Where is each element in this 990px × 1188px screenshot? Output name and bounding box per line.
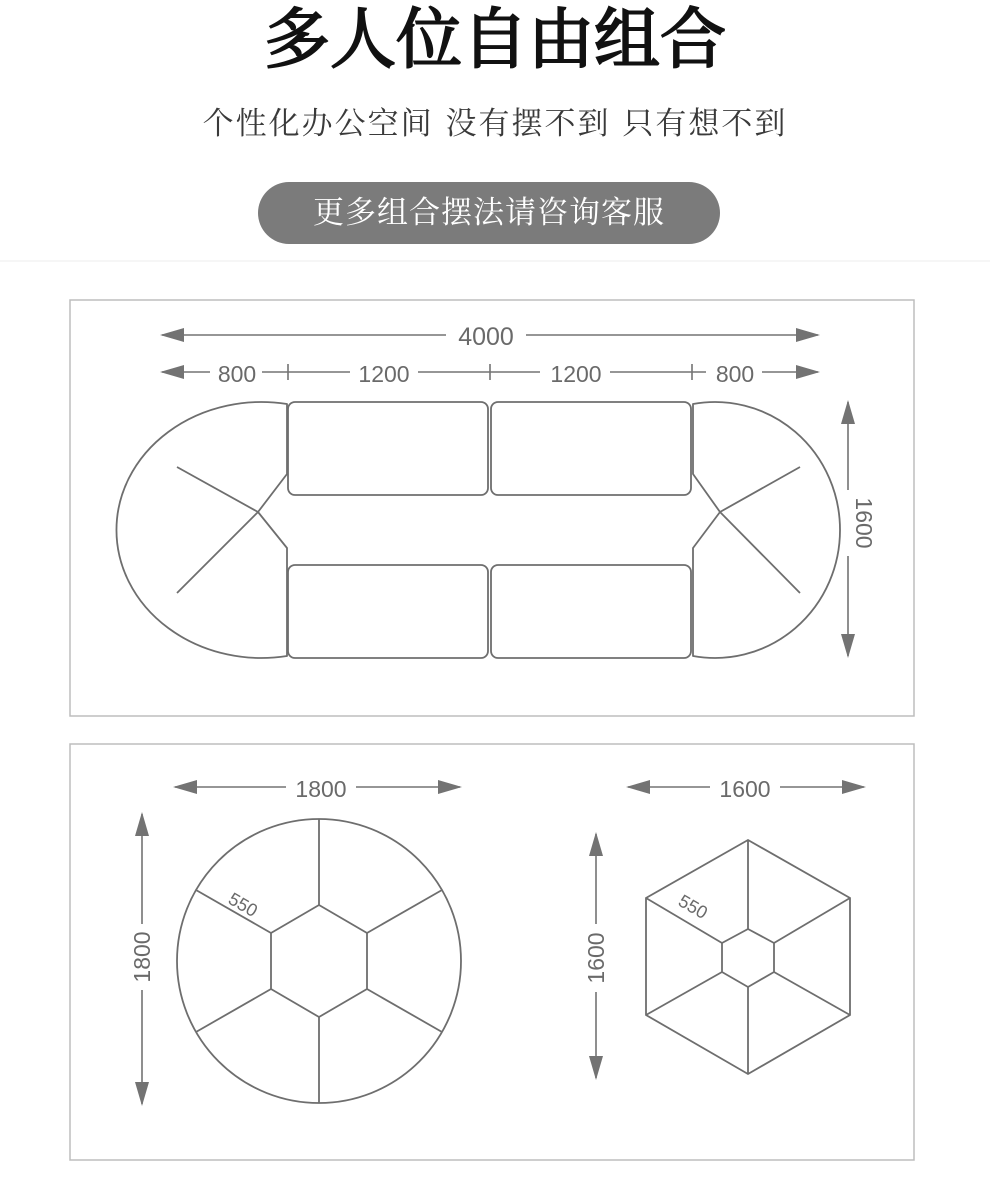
hex-sofa-shape — [646, 840, 850, 1074]
hex-width-label: 1600 — [719, 776, 771, 802]
hex-sofa-seam — [774, 898, 850, 943]
round-sofa-shape — [177, 819, 461, 1103]
sofa-module-bottom-left — [288, 565, 488, 658]
round-sofa-seam — [367, 890, 442, 933]
sofa-curved-end-left — [116, 402, 287, 658]
round-layout — [129, 776, 461, 1104]
round-width-label: 1800 — [295, 776, 347, 802]
sofa-module-top-left — [288, 402, 488, 495]
round-height-label: 1800 — [129, 931, 155, 983]
segment-label-1: 800 — [217, 361, 257, 387]
oval-total-width-label: 4000 — [458, 323, 514, 351]
sofa-curve-seam — [177, 467, 258, 512]
sofa-curve-seam — [720, 512, 800, 593]
segment-label-2: 1200 — [358, 361, 410, 387]
oval-segment-dimension — [162, 361, 818, 387]
consult-button[interactable]: 更多组合摆法请咨询客服 — [258, 182, 720, 244]
hex-height-label: 1600 — [583, 932, 609, 984]
round-sofa-seam — [367, 989, 442, 1032]
bottom-panel-frame — [70, 744, 914, 1160]
sofa-module-bottom-right — [491, 565, 691, 658]
sofa-curved-end-right — [693, 402, 840, 658]
oval-height-dimension — [848, 402, 877, 656]
oval-sofa-modules — [116, 402, 840, 658]
round-sofa-center-hexagon — [271, 905, 367, 1017]
hex-sofa-seam — [774, 972, 850, 1015]
page-subtitle: 个性化办公空间 没有摆不到 只有想不到 — [202, 106, 788, 142]
sofa-curve-seam — [720, 467, 800, 512]
hex-layout — [583, 776, 864, 1078]
segment-label-3: 1200 — [550, 361, 602, 387]
page-title: 多人位自由组合 — [264, 1, 726, 78]
round-seat-depth-label: 550 — [224, 888, 262, 921]
oval-layout-panel — [70, 300, 914, 716]
hex-sofa-center-hexagon — [722, 929, 774, 987]
oval-height-label: 1600 — [851, 497, 877, 549]
hex-sofa-seam — [646, 972, 722, 1015]
hex-seat-depth-label: 550 — [674, 890, 712, 923]
segment-label-4: 800 — [715, 361, 755, 387]
oval-total-width-dimension — [162, 323, 818, 351]
sofa-module-top-right — [491, 402, 691, 495]
sofa-curve-seam — [177, 512, 258, 593]
round-sofa-seam — [196, 989, 271, 1032]
round-hex-layout-panel — [70, 744, 914, 1160]
